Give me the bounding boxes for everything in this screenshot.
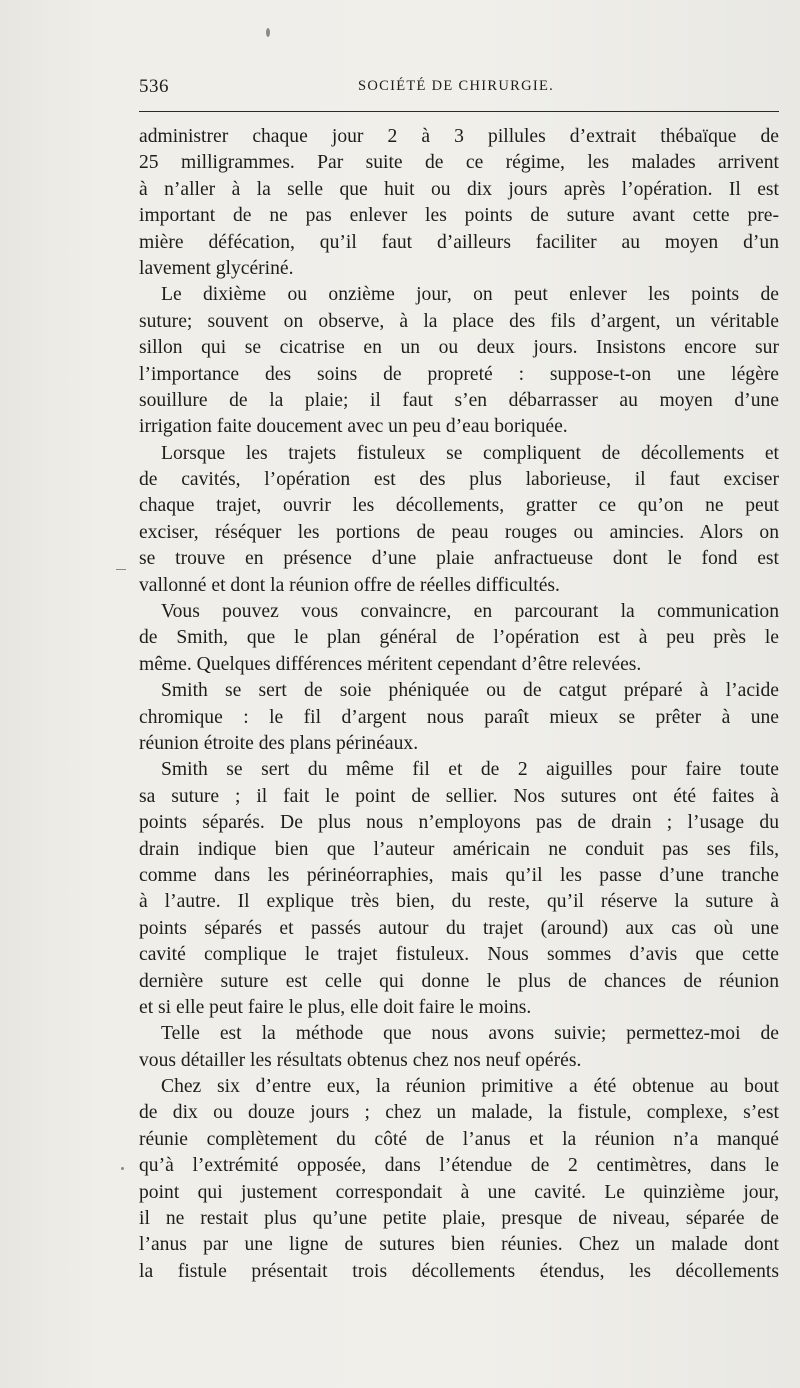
text-line: de dix ou douze jours ; chez un malade, la fistule, complexe, s’est [139,1102,779,1124]
page-number: 536 [139,76,169,97]
text-line: de cavités, l’opération est des plus laborieuse, il faut exciser [139,469,779,491]
text-line: Le dixième ou onzième jour, on peut enlever les points de [161,284,779,306]
text-line: même. Quelques différences méritent cependant d’être relevées. [139,653,642,675]
text-line: chromique : le fil d’argent nous paraît mieux se prêter à une [139,706,779,728]
header-rule [139,111,779,112]
text-line: souillure de la plaie; il faut s’en débarrasser au moyen d’une [139,389,779,411]
text-line: Smith se sert de soie phéniquée ou de catgut préparé à l’acide [161,680,779,702]
text-line: qu’à l’extrémité opposée, dans l’étendue de 2 centimètres, dans le [139,1155,779,1177]
text-line: Chez six d’entre eux, la réunion primitive a été obtenue au bout [161,1076,779,1098]
text-line: drain indique bien que l’auteur américain ne conduit pas ses fils, [139,838,779,860]
text-line: Smith se sert du même fil et de 2 aiguilles pour faire toute [161,759,779,781]
text-line: et si elle peut faire le plus, elle doit faire le moins. [139,996,532,1018]
text-line: l’anus par une ligne de sutures bien réunies. Chez un malade dont [139,1234,779,1256]
text-line: Telle est la méthode que nous avons suivie; permettez-moi de [161,1023,779,1045]
text-line: vallonné et dont la réunion offre de réelles difficultés. [139,574,560,596]
text-line: réunion étroite des plans périnéaux. [139,732,419,754]
text-line: Vous pouvez vous convaincre, en parcourant la communication [161,601,779,623]
text-line: se trouve en présence d’une plaie anfractueuse dont le fond est [139,548,779,570]
page-speck [266,28,270,37]
text-line: points séparés et passés autour du trajet (around) aux cas où une [139,917,779,939]
text-line: chaque trajet, ouvrir les décollements, gratter ce qu’on ne peut [139,495,779,517]
text-line: sillon qui se cicatrise en un ou deux jours. Insistons encore sur [139,337,779,359]
text-line: l’importance des soins de propreté : suppose-t-on une légère [139,363,779,385]
page-speck [121,1167,124,1170]
text-line: mière défécation, qu’il faut d’ailleurs faciliter au moyen d’un [139,231,779,253]
text-line: cavité complique le trajet fistuleux. Nous sommes d’avis que cette [139,944,779,966]
text-line: point qui justement correspondait à une cavité. Le quinzième jour, [139,1181,779,1203]
text-line: exciser, réséquer les portions de peau rouges ou amincies. Alors on [139,521,779,543]
text-line: comme dans les périnéorraphies, mais qu’il les passe d’une tranche [139,864,779,886]
text-line: important de ne pas enlever les points de suture avant cette pre- [139,205,779,227]
running-head: SOCIÉTÉ DE CHIRURGIE. [358,78,555,94]
page-speck [116,569,126,570]
text-line: il ne restait plus qu’une petite plaie, presque de niveau, séparée de [139,1208,779,1230]
text-line: dernière suture est celle qui donne le plus de chances de réunion [139,970,779,992]
text-line: de Smith, que le plan général de l’opération est à peu près le [139,627,779,649]
text-line: lavement glycériné. [139,257,294,279]
text-line: suture; souvent on observe, à la place des fils d’argent, un véritable [139,310,779,332]
text-line: irrigation faite doucement avec un peu d’eau boriquée. [139,416,568,438]
text-line: réunie complètement du côté de l’anus et la réunion n’a manqué [139,1128,779,1150]
page-header [139,76,779,100]
text-line: à l’autre. Il explique très bien, du reste, qu’il réserve la suture à [139,891,779,913]
text-line: administrer chaque jour 2 à 3 pillules d’extrait thébaïque de [139,126,779,147]
body-text [139,124,779,1285]
text-line: sa suture ; il fait le point de sellier. Nos sutures ont été faites à [139,785,779,807]
text-line: 25 milligrammes. Par suite de ce régime, les malades arrivent [139,152,779,174]
text-line: la fistule présentait trois décollements étendus, les décollements [139,1260,779,1282]
text-line: à n’aller à la selle que huit ou dix jours après l’opération. Il est [139,178,779,200]
text-line: vous détailler les résultats obtenus chez nos neuf opérés. [139,1049,582,1071]
text-line: Lorsque les trajets fistuleux se compliquent de décollements et [161,442,779,464]
text-line: points séparés. De plus nous n’employons pas de drain ; l’usage du [139,812,779,834]
